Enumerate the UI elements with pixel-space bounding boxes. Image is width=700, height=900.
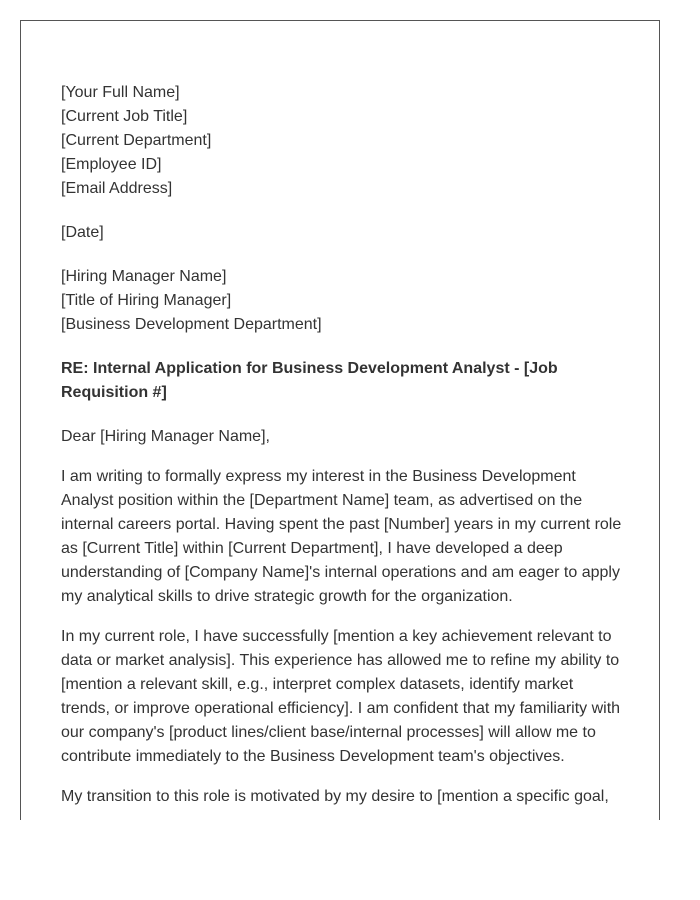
sender-job-title: [Current Job Title]	[61, 108, 188, 125]
document-page	[20, 20, 660, 820]
sender-employee-id: [Employee ID]	[61, 156, 162, 173]
paragraph-2: In my current role, I have successfully [mention a key achievement relevant to data or market analysis]. This experience has allowed me to refine my ability to [mention a relevant skill, e.g., interpret complex datasets, identify market trends, or improve operational efficiency]. I am confident that my familiarity with our company's [product lines/client base/internal processes] will allow me to contribute immediately to the Business Development team's objectives.	[61, 628, 621, 765]
recipient-department: [Business Development Department]	[61, 316, 322, 333]
sender-department: [Current Department]	[61, 132, 212, 149]
recipient-title: [Title of Hiring Manager]	[61, 292, 232, 309]
sender-name: [Your Full Name]	[61, 84, 180, 101]
sender-email: [Email Address]	[61, 180, 173, 197]
salutation: Dear [Hiring Manager Name],	[61, 428, 270, 445]
sender-block	[61, 81, 626, 201]
recipient-block	[61, 265, 626, 337]
letter-date: [Date]	[61, 224, 104, 241]
recipient-name: [Hiring Manager Name]	[61, 268, 227, 285]
subject-line: RE: Internal Application for Business Development Analyst - [Job Requisition #]	[61, 360, 558, 401]
date-block	[61, 221, 626, 245]
letter-body	[61, 81, 626, 820]
paragraph-1: I am writing to formally express my interest in the Business Development Analyst position within the [Department Name] team, as advertised on the internal careers portal. Having spent the past [Number] years in my current role as [Current Title] within [Current Department], I have developed a deep understanding of [Company Name]'s internal operations and am eager to apply my analytical skills to drive strategic growth for the organization.	[61, 468, 622, 605]
paragraph-3: My transition to this role is motivated by my desire to [mention a specific goal,	[61, 788, 609, 805]
